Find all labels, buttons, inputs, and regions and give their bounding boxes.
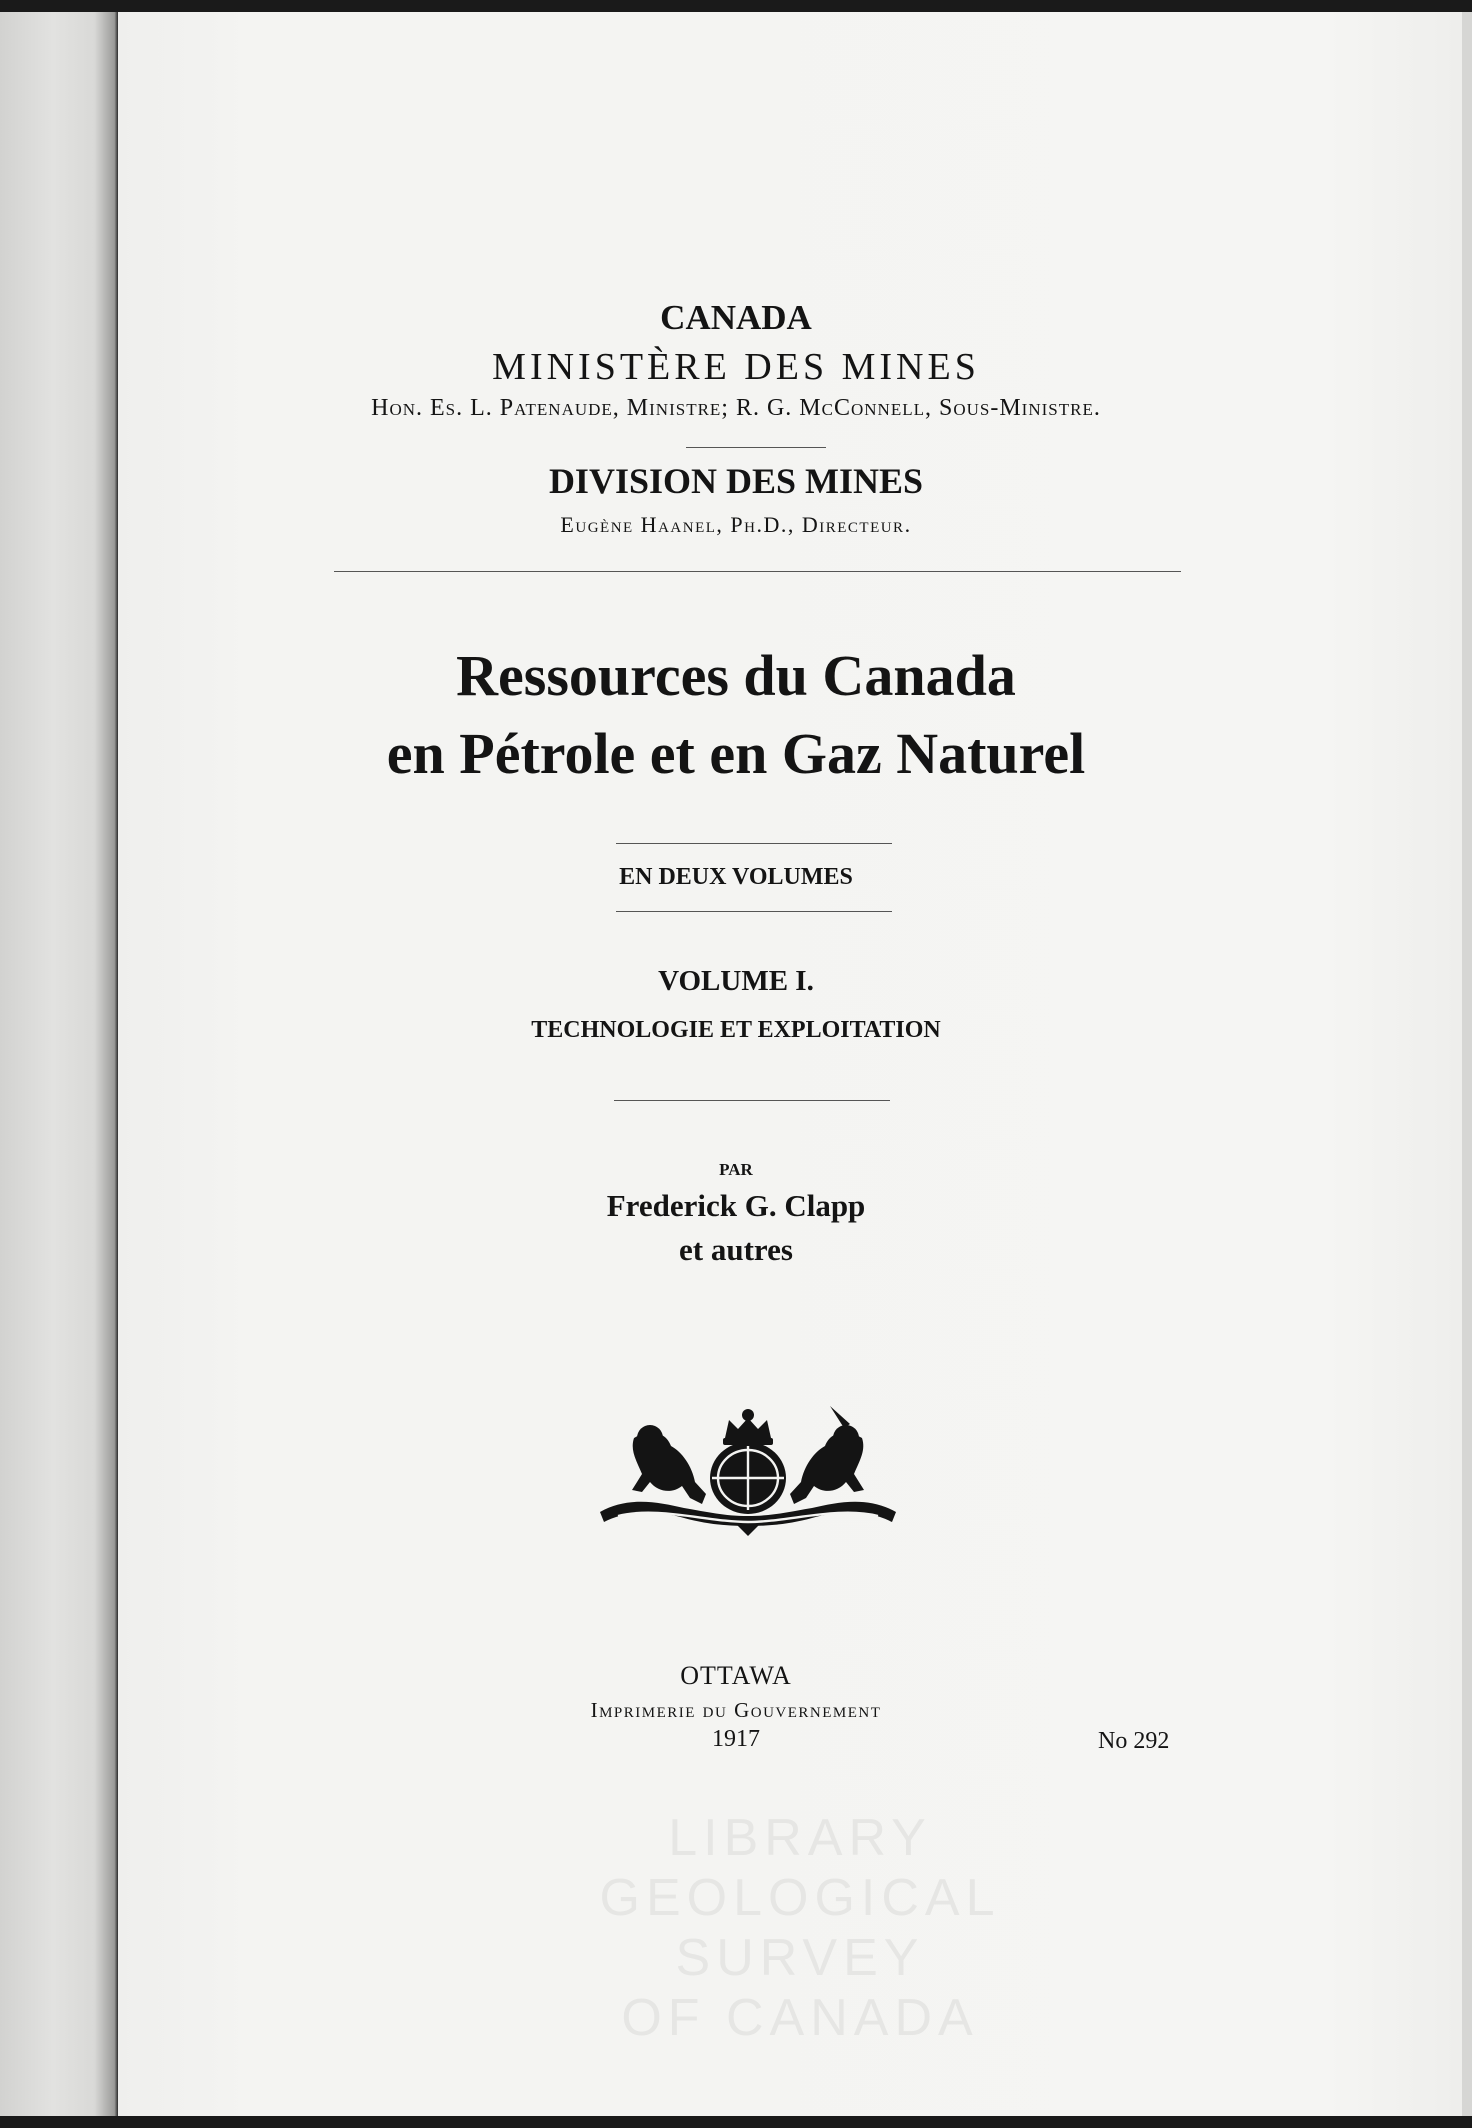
royal-coat-of-arms-icon [598,1398,898,1538]
main-title-line-1: Ressources du Canada [456,643,1016,708]
main-title-line-2: en Pétrole et en Gaz Naturel [386,721,1086,786]
imprint-printer: Imprimerie du Gouvernement [590,1698,882,1722]
country-heading: CANADA [660,298,812,337]
stamp-line: GEOLOGICAL SURVEY [599,1869,1001,1987]
ministry-heading: MINISTÈRE DES MINES [492,346,980,388]
publication-number: No 292 [1098,1728,1170,1754]
volume-label: VOLUME I. [658,965,814,997]
volume-rule [614,1100,890,1101]
volumes-rule-bottom [616,911,892,912]
stamp-line: LIBRARY [668,1809,932,1867]
director-line: Eugène Haanel, Ph.D., Directeur. [560,512,912,537]
scan-top-border [0,0,1472,12]
imprint-year: 1917 [712,1726,760,1752]
scan-bottom-border [0,2116,1472,2128]
library-stamp [490,1808,1110,2048]
header-rule [334,571,1181,572]
stamp-line: OF CANADA [621,1989,979,2047]
short-divider [686,447,826,448]
volume-subtitle: TECHNOLOGIE ET EXPLOITATION [531,1017,941,1043]
volumes-rule-top [616,843,892,844]
coauthors: et autres [679,1232,793,1267]
byline-par: PAR [719,1160,753,1179]
author-name: Frederick G. Clapp [606,1188,866,1223]
officials-line: Hon. Es. L. Patenaude, Ministre; R. G. McConnell, Sous-Ministre. [371,395,1101,421]
imprint-city: OTTAWA [680,1661,792,1690]
division-heading: DIVISION DES MINES [548,461,924,501]
volumes-note: EN DEUX VOLUMES [619,864,853,890]
